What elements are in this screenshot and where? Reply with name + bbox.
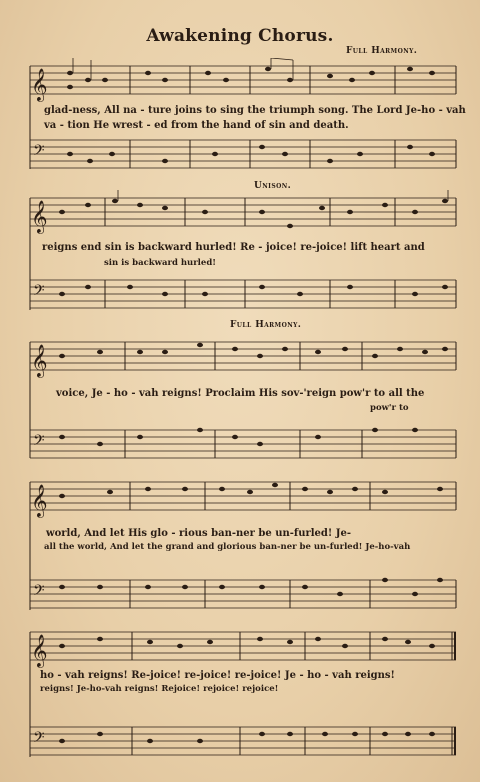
bass-staff-5 (30, 727, 456, 755)
treble-notes-1 (67, 58, 435, 89)
lyric-line-4-treble: world, And let His glo - rious ban-ner be un-furled! Je- (46, 528, 352, 539)
treble-staff-1 (30, 66, 456, 94)
svg-text:𝄞: 𝄞 (31, 200, 48, 233)
marking-unison: Unison. (254, 181, 292, 191)
bass-staff-4 (30, 580, 456, 608)
lyric-line-4-bass: all the world, And let the grand and glorious ban-ner be un-furled! Je-ho-vah (44, 542, 411, 552)
svg-text:𝄢: 𝄢 (33, 729, 45, 750)
svg-text:𝄢: 𝄢 (33, 282, 45, 303)
svg-text:𝄞: 𝄞 (31, 344, 48, 377)
treble-staff-3 (30, 342, 456, 370)
lyric-line-1-verse-1: glad-ness, All na - ture joins to sing the triumph song. The Lord Je-ho - vah (44, 105, 466, 116)
svg-text:𝄞: 𝄞 (31, 484, 48, 517)
treble-staff-5 (30, 632, 456, 660)
lyric-line-1-verse-2: va - tion He wrest - ed from the hand of sin and death. (44, 120, 349, 131)
bass-notes-2 (59, 285, 448, 296)
treble-staff-4 (30, 482, 456, 510)
lyric-line-5-bass: reigns! Je-ho-vah reigns! Rejoice! rejoice! rejoice! (40, 684, 279, 694)
bass-notes-5 (59, 732, 435, 743)
lyric-line-3-treble: voice, Je - ho - vah reigns! Proclaim His sov-'reign pow'r to all the (56, 388, 425, 399)
lyric-line-5-treble: ho - vah reigns! Re-joice! re-joice! re-joice! Je - ho - vah reigns! (40, 670, 395, 681)
bass-staff-3 (30, 430, 456, 458)
svg-text:𝄞: 𝄞 (31, 68, 48, 101)
svg-text:𝄞: 𝄞 (31, 634, 48, 667)
treble-notes-5 (59, 637, 435, 648)
page-title: Awakening Chorus. (146, 26, 334, 46)
svg-text:𝄢: 𝄢 (33, 432, 45, 453)
svg-text:𝄢: 𝄢 (33, 582, 45, 603)
treble-notes-2 (59, 190, 448, 228)
marking-full-harmony-1: Full Harmony. (346, 46, 418, 56)
lyric-line-2-treble: reigns end sin is backward hurled! Re - joice! re-joice! lift heart and (42, 242, 425, 253)
lyric-line-2-bass: sin is backward hurled! (104, 258, 216, 268)
marking-full-harmony-2: Full Harmony. (230, 320, 302, 330)
lyric-line-3-bass: pow'r to (370, 403, 409, 413)
music-system-1 (0, 58, 480, 178)
treble-staff-2 (30, 198, 456, 226)
bass-staff-2 (30, 280, 456, 308)
svg-text:𝄢: 𝄢 (33, 142, 45, 163)
bass-staff-1 (30, 140, 456, 168)
